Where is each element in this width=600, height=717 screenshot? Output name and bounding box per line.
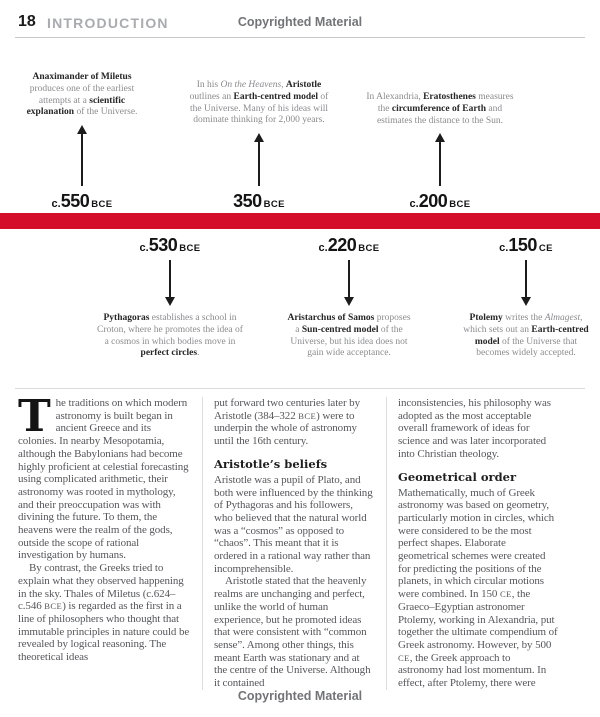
- subheading-aristotles-beliefs: Aristotle’s beliefs: [214, 456, 328, 471]
- arrow-up-icon: [435, 133, 445, 186]
- copyright-watermark-top: Copyrighted Material: [237, 15, 363, 29]
- article-divider: [15, 388, 585, 389]
- timeline-date: [52, 191, 113, 212]
- date-value: 150: [508, 235, 537, 255]
- subheading-geometrical-order: Geometrical order: [398, 469, 517, 484]
- arrow-down-icon: [165, 260, 175, 306]
- timeline-event-text: In Alexandria, Eratosthenes measures the circumference of Earth and estimates the distance to the Sun.: [366, 92, 514, 126]
- date-prefix: c.: [499, 242, 509, 254]
- page-number: 18: [18, 13, 36, 30]
- date-prefix: c.: [318, 242, 328, 254]
- paragraph: By contrast, the Greeks tried to explain what they observed happening in the sky. Thales of Miletus (c.624–c.546 BCE) is regarded as the first in a line of philosophers who thought that immutable principles in nature could be revealed by logical reasoning. The theoretical ideas: [18, 562, 190, 664]
- timeline-event-aristotle: [184, 70, 334, 212]
- date-era: BCE: [358, 243, 380, 254]
- article-column-1: [18, 391, 190, 690]
- article-column-2: [202, 397, 374, 690]
- paragraph: [18, 391, 190, 562]
- timeline-event-eratosthenes: [364, 70, 516, 212]
- date-prefix: c.: [409, 198, 419, 210]
- timeline-event-pythagoras: [95, 235, 245, 360]
- date-value: 200: [418, 191, 448, 211]
- timeline-event-text: Ptolemy writes the Almagest, which sets out an Earth-centred model of the Universe that becomes widely accepted.: [463, 313, 589, 359]
- timeline-event-aristarchus: [287, 235, 411, 360]
- date-era: BCE: [179, 243, 201, 254]
- paragraph: Mathematically, much of Greek astronomy was based on geometry, particularly motion in circles, which were considered to be the most perfect shapes. Elaborate geometrical schemes were created for predicting the positions of the planets, in which circular motions were combined. In 150 CE, the Graeco–Egyptian astronomer Ptolemy, working in Alexandria, put together the ultimate compendium of Greek astronomy. However, by 500 CE, the Greek approach to astronomy had lost momentum. In effect, after Ptolemy, there were: [398, 486, 558, 690]
- arrow-up-icon: [254, 133, 264, 186]
- timeline-event-text: In his On the Heavens, Aristotle outlines an Earth-centred model of the Universe. Many of his ideas will dominate thinking for 2,000 years.: [189, 80, 329, 126]
- paragraph: Aristotle was a pupil of Plato, and both were influenced by the thinking of Pythagoras and his followers, who believed that the natural world was a “cosmos” as opposed to “chaos”. This meant that it is ordered in a rational way rather than incomprehensible.: [214, 473, 373, 575]
- date-prefix: c.: [51, 198, 61, 210]
- timeline-event-ptolemy: [461, 235, 591, 360]
- article-column-3: [386, 397, 558, 690]
- date-value: 350: [233, 191, 262, 211]
- date-era: CE: [538, 243, 553, 254]
- timeline-event-text: Pythagoras establishes a school in Croton, where he promotes the idea of a cosmos in which bodies move in perfect circles.: [97, 313, 243, 359]
- timeline-event-anaximander: [12, 70, 152, 212]
- paragraph: put forward two centuries later by Aristotle (384–322 BCE) were to underpin the whole of astronomy until the 16th century.: [214, 397, 360, 448]
- article-body: [18, 391, 582, 690]
- section-title: INTRODUCTION: [47, 15, 169, 31]
- timeline-date: [499, 235, 553, 256]
- arrow-down-icon: [344, 260, 354, 306]
- copyright-watermark-bottom: Copyrighted Material: [237, 689, 363, 703]
- date-era: BCE: [91, 199, 113, 210]
- drop-cap: T: [18, 391, 51, 442]
- timeline-date: [233, 191, 285, 212]
- paragraph: Aristotle stated that the heavenly realms are unchanging and perfect, unlike the world of human experience, but he promoted ideas that were consistent with “common sense”. Among other things, this meant Earth was stationary and at the centre of the Universe. Although it contained: [214, 575, 371, 690]
- timeline-date: [319, 235, 380, 256]
- paragraph-text: he traditions on which modern astronomy is built began in ancient Greece and its colonies. In nearby Mesopotamia, although the Babylonians had become highly proficient at celestial forecasting using complicated arithmetic, their astronomy was rooted in mythology, and their preoccupation was with divining the future. To them, the heavens were the realm of the gods, outside the scope of rational investigation by humans.: [18, 397, 189, 562]
- timeline-event-text: Aristarchus of Samos proposes a Sun-centred model of the Universe, but his idea does not gain wide acceptance.: [287, 313, 411, 359]
- date-era: BCE: [449, 199, 471, 210]
- date-value: 530: [148, 235, 178, 255]
- date-prefix: c.: [139, 242, 149, 254]
- date-era: BCE: [263, 199, 285, 210]
- arrow-down-icon: [521, 260, 531, 306]
- header-divider: [15, 37, 585, 38]
- timeline-event-text: Anaximander of Miletus produces one of the earliest attempts at a scientific explanation of the Universe.: [26, 72, 138, 118]
- timeline-bar: [0, 213, 600, 229]
- date-value: 550: [60, 191, 90, 211]
- paragraph: inconsistencies, his philosophy was adopted as the most acceptable overall framework of ideas for science and was later incorporated into Christian theology.: [398, 397, 551, 460]
- arrow-up-icon: [77, 125, 87, 186]
- timeline-date: [410, 191, 471, 212]
- timeline-date: [140, 235, 201, 256]
- date-value: 220: [327, 235, 357, 255]
